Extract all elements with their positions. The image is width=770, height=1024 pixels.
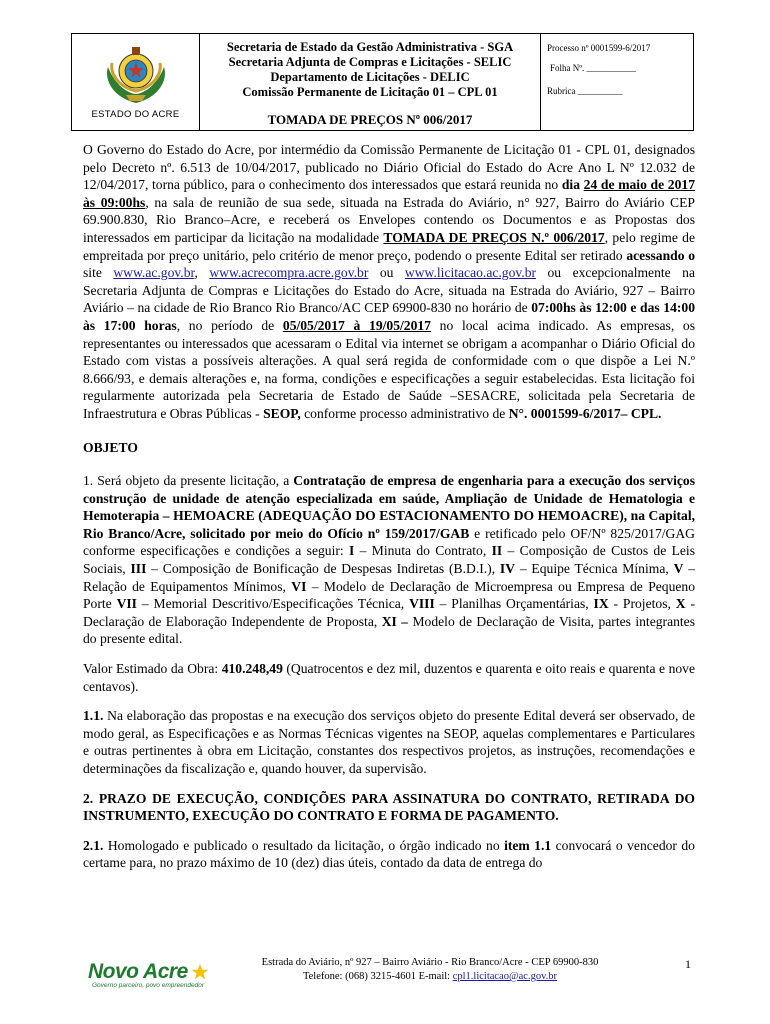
header-line-delic: Departamento de Licitações - DELIC <box>270 70 470 84</box>
tender-title: TOMADA DE PREÇOS Nº 006/2017 <box>267 112 473 127</box>
intro-text: , torna público, para o conhecimento dos interessados que estará reunida no <box>144 177 562 193</box>
annex-text: – Planilhas Orçamentárias, <box>434 596 594 612</box>
header-line-cpl: Comissão Permanente de Licitação 01 – CPL 01 <box>242 85 498 99</box>
header-line-sga: Secretaria de Estado da Gestão Administrativa - SGA <box>226 40 514 54</box>
footer-phone-email <box>220 970 640 984</box>
tender-reference: TOMADA DE PREÇOS N.º 006/2017 <box>383 229 605 245</box>
annex-text: – Equipe Técnica Mínima, <box>515 561 674 577</box>
novo-acre-brand <box>88 960 209 989</box>
brand-tagline: Governo parceiro, povo empreendedor <box>92 982 205 989</box>
session-date: 24 de maio de 2017 às 09:00hs <box>83 177 695 210</box>
office-hours: 07:00hs às 12:00 e das 14:00 às 17:00 horas <box>83 300 695 333</box>
annex-num: V <box>673 561 684 577</box>
annex-text: – Relação de Equipamentos Mínimos, <box>83 561 695 594</box>
intro-text: , na sala de reunião de sua sede, situada na Estrada do Aviário, n° 927, Bairro do Aviário CEP 69.900.830, Rio Branco–Acre, e receberá os Envelopes contendo os Documentos e as Propostas dos interessados em participar da licitação na modalidade <box>83 194 695 245</box>
objeto-paragraph <box>83 472 695 648</box>
intro-bold: acessando o <box>626 247 695 263</box>
page-footer <box>0 952 770 1024</box>
footer-address: Estrada do Aviário, nº 927 – Bairro Aviário - Rio Branco/Acre - CEP 69900-830 <box>261 957 599 968</box>
annex-num: VIII <box>409 596 435 612</box>
rubrica-field: Rubrica __________ <box>547 86 623 96</box>
value-label: Valor Estimado da Obra: <box>83 661 222 677</box>
annex-num: II <box>491 543 503 559</box>
clause-1-1 <box>83 707 695 777</box>
header-line-selic: Secretaria Adjunta de Compras e Licitações - SELIC <box>228 55 512 69</box>
value-in-words: (Quatrocentos e dez mil, duzentos e quarenta e oito reais e quarenta e nove centavos). <box>83 661 695 694</box>
objeto-text: 1. Será objeto da presente licitação, a <box>83 473 294 489</box>
link-ac-gov[interactable]: www.ac.gov.br <box>113 265 195 281</box>
annex-text: – Composição de Custos de Leis Sociais, <box>83 543 696 577</box>
annex-num: VI <box>291 578 307 594</box>
intro-text: O Governo do Estado do Acre, por intermédio da Comissão Permanente de Licitação 01 - CPL 01, designados pelo Decreto nº. 6.513 de 10/04/2017, publicado no Diário Oficial do Estado do Acre Ano L Nº 12.032 de 12/04/2017 <box>83 142 695 193</box>
intro-text: ou <box>368 265 405 281</box>
process-info-block <box>541 34 693 130</box>
link-acrecompra[interactable]: www.acrecompra.acre.gov.br <box>209 265 369 281</box>
clause-text: convocará o vencedor do certame para, no prazo máximo de 10 (dez) dias úteis, contado da data de entrega do <box>83 837 695 871</box>
annex-num: XI – <box>381 613 409 629</box>
retrieval-period: 05/05/2017 à 19/05/2017 <box>282 317 431 333</box>
annex-num: IV <box>499 561 516 577</box>
intro-text: conforme processo administrativo de <box>300 405 509 421</box>
logo-caption: ESTADO DO ACRE <box>91 108 180 120</box>
clause-number: 1.1. <box>83 708 104 724</box>
clause-2-1 <box>83 837 695 872</box>
annex-text: - Projetos, <box>608 596 676 612</box>
clause-number: 2.1. <box>83 837 104 853</box>
intro-text: site <box>83 265 114 281</box>
header-table <box>71 33 694 131</box>
intro-text: , pelo regime de empreitada por preço unitário, pelo critério de menor preço, podendo o presente Edital ser retirado <box>83 229 695 263</box>
process-number: Processo nº 0001599-6/2017 <box>547 43 651 53</box>
annex-text: - Declaração de Elaboração Independente de Proposta, <box>83 596 695 629</box>
annex-num: III <box>130 561 147 577</box>
estimated-value-paragraph <box>83 660 695 695</box>
annex-text: Modelo de Declaração de Visita, partes integrantes do presente edital. <box>83 613 696 647</box>
document-body <box>83 141 695 872</box>
annex-num: I <box>348 543 355 559</box>
brand-name: Novo Acre <box>88 960 188 983</box>
annex-text: – Composição de Bonificação de Despesas Indiretas (B.D.I.), <box>146 561 500 577</box>
clause-text: Na elaboração das propostas e na execução dos serviços objeto do presente Edital deverá ser observado, de modo geral, as Especificações e as Normas Técnicas vigentes na SEOP, aquelas complementares e Particulares e outras pertinentes à obra em Licitação, constantes dos respectivos projetos, as instruções, recomendações e determinações da fiscalização e, quando houver, da supervisão. <box>83 708 695 776</box>
header-title-block <box>200 34 541 130</box>
intro-text: , <box>194 265 210 281</box>
clause-text: Homologado e publicado o resultado da licitação, o órgão indicado no <box>103 837 505 853</box>
section-2-heading: 2. PRAZO DE EXECUÇÃO, CONDIÇÕES PARA ASSINATURA DO CONTRATO, RETIRADA DO INSTRUMENTO, EXECUÇÃO DO CONTRATO E FORMA DE PAGAMENTO. <box>83 790 695 824</box>
annex-text: – Memorial Descritivo/Especificações Técnica, <box>136 596 410 612</box>
annex-num: VII <box>116 596 137 612</box>
estimated-value: 410.248,49 <box>221 661 283 677</box>
page-number: 1 <box>685 957 691 971</box>
annex-num: IX <box>593 596 609 612</box>
footer-contact <box>220 956 640 984</box>
intro-text: , no período de <box>176 317 283 333</box>
annex-num: X <box>675 596 686 612</box>
objeto-text: e retificado pelo OF/Nº 825/2017/GAG conforme especificações e condições a seguir: <box>83 525 696 559</box>
footer-phone: Telefone: (068) 3215-4601 E-mail: <box>302 971 453 982</box>
intro-bold: SEOP, <box>263 405 301 421</box>
intro-paragraph <box>83 141 695 423</box>
process-reference: N°. 0001599-6/2017– CPL. <box>508 405 662 421</box>
link-licitacao[interactable]: www.licitacao.ac.gov.br <box>404 265 537 281</box>
annex-text: – Modelo de Declaração de Microempresa ou Empresa de Pequeno Porte <box>83 578 696 612</box>
footer-email-link[interactable]: cpl1.licitacao@ac.gov.br <box>452 971 558 982</box>
state-coat-of-arms-logo <box>102 45 170 107</box>
intro-bold: dia <box>561 177 584 193</box>
objeto-heading: OBJETO <box>83 439 138 455</box>
star-icon <box>191 963 209 981</box>
folha-field: Folha Nº. ___________ <box>550 63 637 73</box>
objeto-subject: Contratação de empresa de engenharia para a execução dos serviços construção de unidade de atenção especializada em saúde, Ampliação de Unidade de Hematologia e Hemoterapia – HEMOACRE (ADEQUAÇÃO DO ESTACIONAMENTO DO HEMOACRE), na Capital, Rio Branco/Acre, solicitado por meio do Ofício nº 159/2017/GAB <box>83 473 695 541</box>
item-reference: item 1.1 <box>504 837 552 853</box>
intro-text: no local acima indicado. As empresas, os representantes ou interessados que acessaram o Edital via internet se obrigam a acompanhar o Diário Oficial do Estado com vistas a possíveis alterações. A qual será regida de conformidade com o que dispõe a Lei N.º 8.666/93, e demais alterações e, na forma, condições e especificações a seguir estabelecidas. Esta licitação foi regularmente autorizada pela Secretaria de Estado de Saúde –SESACRE, solicitada pela Secretaria de Infraestrutura e Obras Públicas - <box>83 317 696 421</box>
annex-text: – Minuta do Contrato, <box>354 543 492 559</box>
intro-text: ou excepcionalmente na Secretaria Adjunta de Compras e Licitações do Estado do Acre, situada na Estrada do Aviário, 927 – Bairro Aviário – na cidade de Rio Branco Rio Branco/AC CEP 69900-830 no horário de <box>83 265 696 316</box>
logo-cell <box>72 34 200 130</box>
